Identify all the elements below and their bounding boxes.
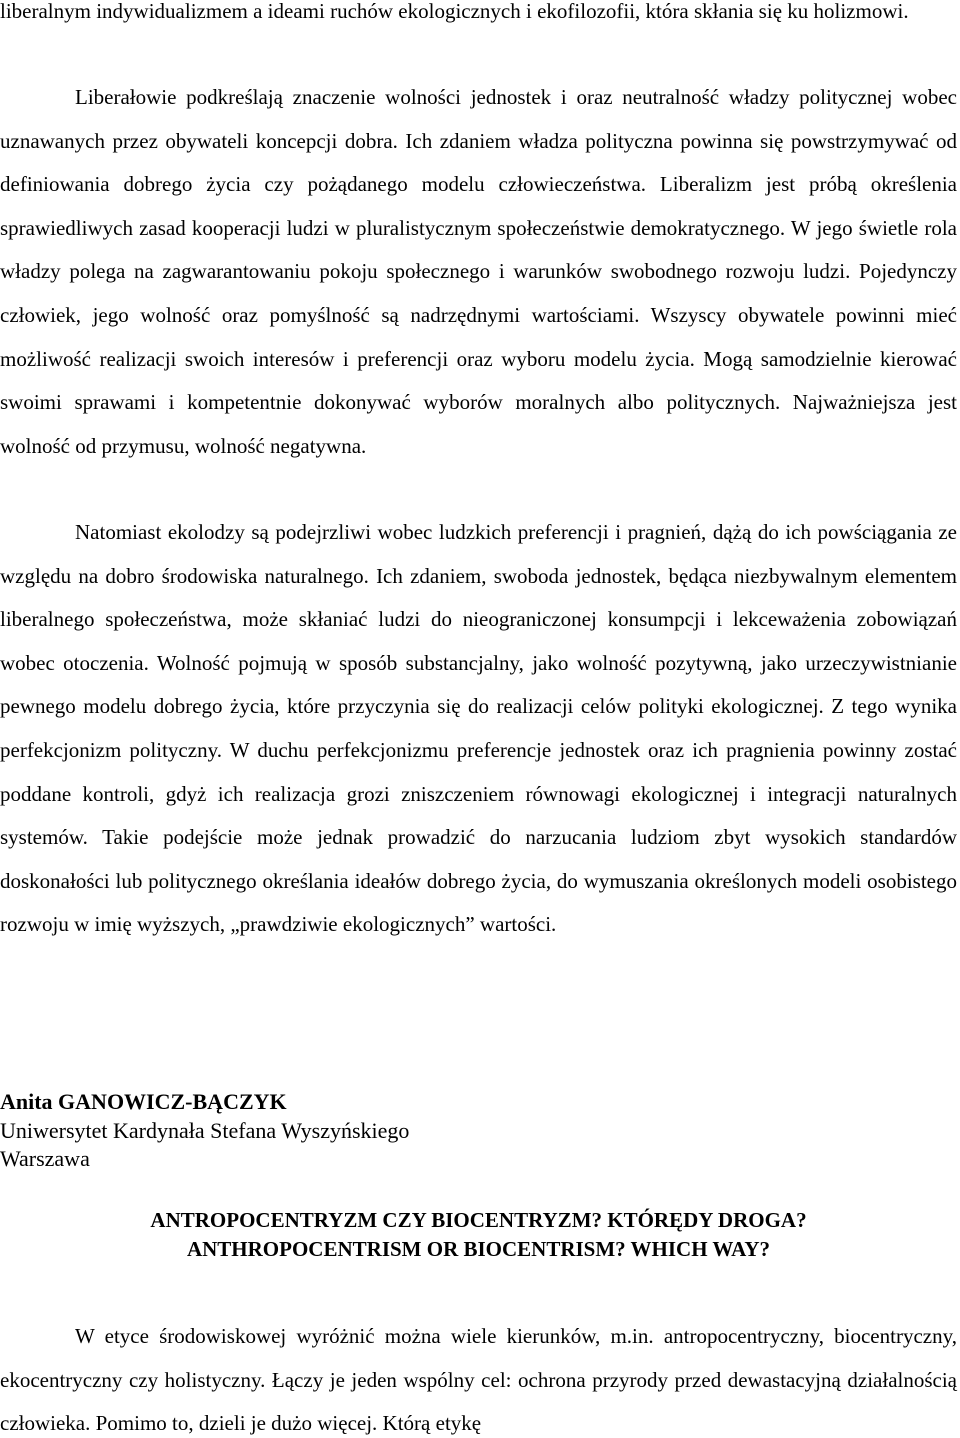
title-english: ANTHROPOCENTRISM OR BIOCENTRISM? WHICH WAY? [186,1236,771,1261]
author-affiliation: Uniwersytet Kardynała Stefana Wyszyńskiego [0,1117,410,1143]
author-block [0,1088,409,1174]
paragraph-environmental-ethics: W etyce środowiskowej wyróżnić można wiele kierunków, m.in. antropocentryczny, biocentryczny, ekocentryczny czy holistyczny. Łączy je jeden wspólny cel: ochrona przyrody przed dewastacyjną działalnością człowieka. Pomimo to, dzieli je dużo więcej. Którą etykę [0,1324,957,1436]
paragraph-continuation: liberalnym indywidualizmem a ideami ruchów ekologicznych i ekofilozofii, która skłania się ku holizmowi. [0,0,909,23]
author-name: Anita GANOWICZ-BĄCZYK [0,1089,287,1114]
author-city: Warszawa [0,1146,90,1171]
paragraph-liberals: Liberałowie podkreślają znaczenie wolności jednostek i oraz neutralność władzy politycznej wobec uznawanych przez obywateli koncepcji dobra. Ich zdaniem władza polityczna powinna się powstrzymywać od definiowania dobrego życia czy pożądanego modelu człowieczeństwa. Liberalizm jest próbą określenia sprawiedliwych zasad kooperacji ludzi w pluralistycznym społeczeństwie demokratycznego. W jego świetle rola władzy polega na zagwarantowaniu pokoju społecznego i warunków swobodnego rozwoju ludzi. Pojedynczy człowiek, jego wolność oraz pomyślność są nadrzędnymi wartościami. Wszyscy obywatele powinni mieć możliwość realizacji swoich interesów i preferencji oraz wyboru modelu życia. Mogą samodzielnie kierować swoimi sprawami i kompetentnie dokonywać wyborów moralnych albo politycznych. Najważniejsza jest wolność od przymusu, wolność negatywna. [0,85,957,458]
paragraph-ecologists: Natomiast ekolodzy są podejrzliwi wobec ludzkich preferencji i pragnień, dążą do ich powściągania ze względu na dobro środowiska naturalnego. Ich zdaniem, swoboda jednostek, będąca niezbywalnym elementem liberalnego społeczeństwa, może skłaniać ludzi do nieograniczonej konsumpcji i lekceważenia zobowiązań wobec otoczenia. Wolność pojmują w sposób substancjalny, jako wolność pozytywną, jako urzeczywistnianie pewnego modelu dobrego życia, które przyczynia się do realizacji celów polityki ekologicznej. Z tego wynika perfekcjonizm polityczny. W duchu perfekcjonizmu preferencje jednostek oraz ich pragnienia powinny zostać poddane kontroli, gdyż ich realizacja grozi zniszczeniem równowagi ekologicznej i integracji naturalnych systemów. Takie podejście może jednak prowadzić do narzucania ludziom zbyt wysokich standardów doskonałości lub politycznego określania ideałów dobrego życia, do wymuszania określonych modeli osobistego rozwoju w imię wyższych, „prawdziwie ekologicznych” wartości. [0,520,957,937]
title-polish: ANTROPOCENTRYZM CZY BIOCENTRYZM? KTÓRĘDY DROGA? [150,1208,807,1232]
article-title [0,1206,957,1263]
